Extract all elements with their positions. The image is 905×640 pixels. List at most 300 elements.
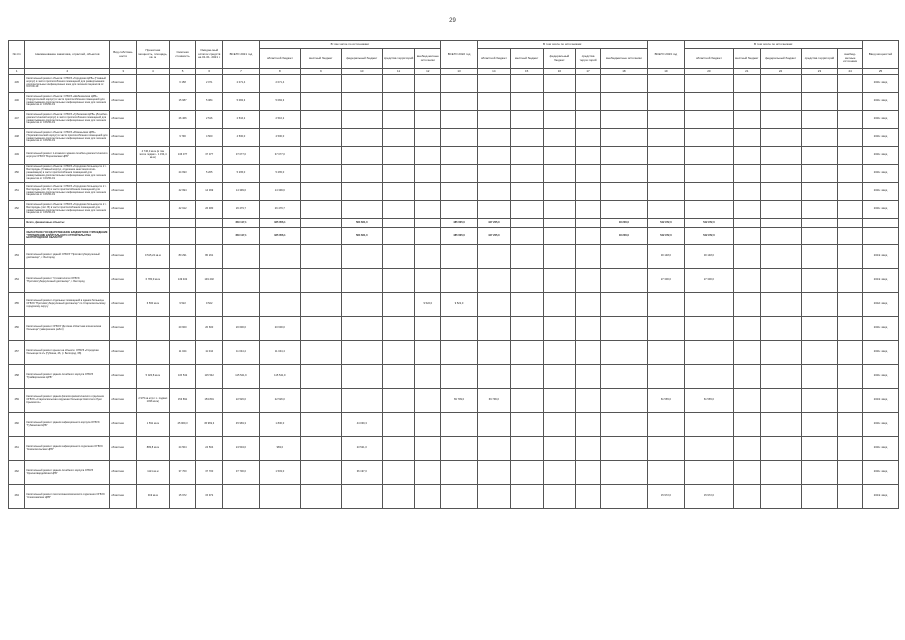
table-cell: 335 056,1 [259, 228, 300, 245]
table-cell: областная [110, 437, 137, 461]
table-cell [838, 201, 863, 219]
commissioning-term: 2021г. ввод [862, 147, 898, 165]
column-number: 23 [801, 69, 838, 75]
table-cell: 115 541,9 [223, 365, 260, 389]
table-cell [733, 219, 760, 228]
table-cell [341, 129, 382, 147]
table-cell [341, 293, 382, 317]
commissioning-term: 2021г. ввод [862, 201, 898, 219]
table-cell [576, 201, 601, 219]
table-cell [600, 293, 647, 317]
row-number: 458 [9, 365, 25, 389]
table-cell: 24 504 [169, 437, 196, 461]
table-cell: 447 205,0 [477, 219, 510, 228]
table-cell [415, 219, 441, 228]
column-number: 10 [341, 69, 382, 75]
table-cell [733, 129, 760, 147]
table-cell [684, 341, 733, 365]
table-cell: 115 541,9 [259, 365, 300, 389]
table-row [9, 183, 899, 201]
table-cell [382, 219, 415, 228]
table-cell [801, 219, 838, 228]
object-name: Капитальный ремонт объекта: ОГБУЗ «Ровеньская ЦРБ» (Терапевтический корпус) в части приспособления помещений для развертывания дополнительных инфекционных коек для лечения пациентов от COVID-19 [25, 129, 110, 147]
table-cell: 5 265 [196, 165, 223, 183]
table-cell [510, 437, 543, 461]
table-cell [382, 461, 415, 485]
table-cell: 20 600 [196, 317, 223, 341]
table-cell: 542 972,0 [647, 219, 684, 228]
table-cell [415, 75, 441, 93]
table-cell: 15 972 [196, 485, 223, 509]
header-source: местный бюджет [300, 49, 341, 69]
table-cell: 584 661,0 [341, 228, 382, 245]
table-cell [543, 183, 576, 201]
row-number: 459 [9, 389, 25, 413]
table-cell [801, 129, 838, 147]
table-cell [300, 147, 341, 165]
header-source: местный бюджет [510, 49, 543, 69]
table-cell [543, 293, 576, 317]
table-cell [415, 389, 441, 413]
table-cell [415, 183, 441, 201]
table-cell [576, 341, 601, 365]
table-cell [441, 461, 478, 485]
table-cell [415, 165, 441, 183]
table-cell [600, 437, 647, 461]
table-cell [760, 341, 801, 365]
table-cell: 37 077,0 [223, 147, 260, 165]
table-cell: 14 399,6 [223, 183, 260, 201]
table-cell [733, 165, 760, 183]
table-cell [838, 165, 863, 183]
table-cell: 24 504,0 [223, 437, 260, 461]
table-cell [576, 293, 601, 317]
header-source: федеральный бюджет [341, 49, 382, 69]
table-cell: 20 600,0 [223, 317, 260, 341]
table-cell [600, 147, 647, 165]
table-cell [801, 228, 838, 245]
object-name: Капитальный ремонт здания лечебного корпуса ОГБУЗ "Красногвардейская ЦРБ" [25, 461, 110, 485]
header-name: Наименование заказчика, отраслей, объектов [25, 41, 110, 69]
table-cell [733, 228, 760, 245]
row-number: 463 [9, 485, 25, 509]
table-cell [510, 75, 543, 93]
table-cell [600, 201, 647, 219]
table-cell [647, 317, 684, 341]
table-cell: 22 526,0 [259, 389, 300, 413]
table-cell [510, 111, 543, 129]
table-cell [760, 228, 801, 245]
table-cell [223, 485, 260, 509]
table-cell [801, 75, 838, 93]
table-cell: 15 687 [169, 93, 196, 111]
table-cell [684, 293, 733, 317]
table-cell [300, 228, 341, 245]
table-cell [300, 341, 341, 365]
object-name: Капитальный ремонт объекта: ОГБУЗ «Шебекинская ЦРБ» (Хирургический корпус) в части приспособления помещений для развертывания дополнительных инфекционных коек для лечения пациентов от COVID-19 [25, 93, 110, 111]
table-cell: 5 020,8 кв.м [136, 365, 169, 389]
column-number: 22 [760, 69, 801, 75]
table-cell: 5 265,0 [259, 165, 300, 183]
table-cell [300, 485, 341, 509]
table-cell: 27 300,0 [647, 269, 684, 293]
table-cell: 37 700,0 [223, 461, 260, 485]
table-cell: 45 969,3 [196, 413, 223, 437]
table-cell [510, 201, 543, 219]
header-row-top [9, 41, 899, 49]
row-number: 460 [9, 413, 25, 437]
table-cell [647, 93, 684, 111]
table-cell [136, 228, 169, 245]
table-cell [382, 413, 415, 437]
object-name: Капитальный ремонт здания физиотерапевтического отделения ОГБУЗ «Старооскольская окружная больница Святителя Луки Крымского» [25, 389, 110, 413]
object-name: Капитальный ремонт зданий ОГБУЗ "Противотуберкулезный диспансер", г. Белгород [25, 245, 110, 269]
table-cell [576, 245, 601, 269]
table-cell: областная [110, 75, 137, 93]
header-source: федеральный бюджет [760, 49, 801, 69]
table-cell [382, 317, 415, 341]
table-cell [110, 219, 137, 228]
commissioning-term [862, 219, 898, 228]
table-cell: 11 044,4 [223, 341, 260, 365]
table-cell [600, 129, 647, 147]
table-cell: 153 891 [196, 389, 223, 413]
header-term: Ввод мощностей [862, 41, 898, 69]
table-cell [510, 341, 543, 365]
table-cell [477, 269, 510, 293]
row-number: 461 [9, 437, 25, 461]
table-cell [760, 389, 801, 413]
object-name: Капитальный ремонт объекта: ОГБУЗ «Городская ЦРБ» (Главный корпус) в части приспособления помещений для развертывания дополнительных инфекционных коек для лечения пациентов от COVID-19 [25, 75, 110, 93]
table-cell [510, 317, 543, 341]
table-cell [838, 437, 863, 461]
column-number: 20 [684, 69, 733, 75]
table-cell [801, 341, 838, 365]
table-cell: 1 503,0 [259, 461, 300, 485]
table-cell [477, 245, 510, 269]
table-cell [341, 365, 382, 389]
column-number: 6 [196, 69, 223, 75]
table-cell [300, 75, 341, 93]
table-cell [576, 183, 601, 201]
table-cell: областная [110, 461, 137, 485]
table-cell [576, 75, 601, 93]
table-row [9, 111, 899, 129]
table-cell [600, 165, 647, 183]
header-total-2023: ВСЕГО 2023 год [647, 41, 684, 69]
table-cell: 2 516,2 [259, 111, 300, 129]
header-sources-2021: В том числе по источникам: [259, 41, 440, 49]
table-cell [838, 111, 863, 129]
object-name: Капитальный ремонт патологоанатомического отделения ОГБУЗ "Алексеевская ЦРБ" [25, 485, 110, 509]
table-cell [300, 389, 341, 413]
table-cell [543, 413, 576, 437]
table-cell [600, 341, 647, 365]
table-cell [415, 485, 441, 509]
table-cell [477, 93, 510, 111]
table-cell [300, 317, 341, 341]
table-cell [760, 317, 801, 341]
table-cell [733, 269, 760, 293]
table-cell [760, 147, 801, 165]
commissioning-term: 2021г. ввод [862, 341, 898, 365]
table-cell: 6 158 [169, 75, 196, 93]
table-cell [838, 147, 863, 165]
table-cell [801, 93, 838, 111]
table-cell [576, 93, 601, 111]
table-cell: 37 077 [196, 147, 223, 165]
table-cell [838, 413, 863, 437]
table-row [9, 413, 899, 437]
object-name: Капитальный ремонт здания лечебного корпуса ОГБУЗ "Грайворонская ЦРБ" [25, 365, 110, 389]
column-number: 24 [838, 69, 863, 75]
table-cell [441, 129, 478, 147]
table-cell [223, 293, 260, 317]
table-cell: 2 516,2 [223, 111, 260, 129]
object-name: Капитальный ремонт объекта: ОГБУЗ «Городская больница № 2 г. Белгорода» (лит. Б) в части приспособления помещений для развертывания дополнительных инфекционных коек для лечения пациентов от COVID-19 [25, 183, 110, 201]
object-name: Капитальный ремонт объекта: ОГБУЗ «Городская больница № 2 г. Белгорода» (лит. В) в части приспособления помещений для развертывания дополнительных инфекционных коек для лечения пациентов от COVID-19 [25, 201, 110, 219]
table-cell [543, 147, 576, 165]
table-cell [801, 485, 838, 509]
table-cell [415, 341, 441, 365]
table-cell [510, 269, 543, 293]
table-cell [733, 245, 760, 269]
table-cell [733, 317, 760, 341]
table-cell [543, 485, 576, 509]
page-number: 29 [449, 18, 456, 24]
header-source: областной бюджет [259, 49, 300, 69]
table-cell: 6 560 кв.м [136, 293, 169, 317]
table-row [9, 75, 899, 93]
table-cell [733, 111, 760, 129]
table-cell [733, 437, 760, 461]
table-cell [647, 341, 684, 365]
table-cell [382, 201, 415, 219]
commissioning-term: 2021г. ввод [862, 93, 898, 111]
table-cell [600, 389, 647, 413]
table-cell: 15 972,0 [684, 485, 733, 509]
table-cell: 9 522 [169, 293, 196, 317]
table-cell: 542 972,0 [684, 219, 733, 228]
header-sources-2023: В том числе по источникам: [684, 41, 862, 49]
header-estimate: Сметная стоимость [169, 41, 196, 69]
header-source: местный бюджет [733, 49, 760, 69]
table-cell: 61 565,0 [684, 389, 733, 413]
table-cell: 15 972,0 [647, 485, 684, 509]
row-number: 454 [9, 269, 25, 293]
table-cell [300, 245, 341, 269]
table-cell [684, 75, 733, 93]
table-cell [684, 365, 733, 389]
table-cell [647, 437, 684, 461]
table-cell [801, 269, 838, 293]
commissioning-term: 2021г. ввод [862, 317, 898, 341]
column-number: 9 [300, 69, 341, 75]
table-cell [760, 485, 801, 509]
table-cell [647, 183, 684, 201]
row-number: 456 [9, 317, 25, 341]
table-cell [382, 129, 415, 147]
table-row [9, 437, 899, 461]
table-cell [441, 365, 478, 389]
table-cell [733, 147, 760, 165]
table-cell [733, 341, 760, 365]
table-cell [382, 75, 415, 93]
table-cell [684, 413, 733, 437]
investment-program-table [8, 40, 899, 509]
table-cell [136, 75, 169, 93]
table-cell [543, 219, 576, 228]
table-cell [382, 365, 415, 389]
table-cell [382, 485, 415, 509]
table-cell: 11 044 [169, 341, 196, 365]
table-cell [223, 269, 260, 293]
table-cell [415, 147, 441, 165]
table-cell: 919 кв.м [136, 485, 169, 509]
table-cell [576, 413, 601, 437]
table-cell: 2 975 кв.м (в т.ч. подвал 1036 кв.м) [136, 389, 169, 413]
table-cell: 69 799,0 [477, 389, 510, 413]
table-cell [415, 365, 441, 389]
table-cell: 18 200,0 [600, 228, 647, 245]
table-row [9, 201, 899, 219]
row-number: 455 [9, 293, 25, 317]
table-cell [576, 129, 601, 147]
commissioning-term: 2021г. ввод [862, 111, 898, 129]
column-number: 1 [9, 69, 25, 75]
table-cell [136, 219, 169, 228]
table-cell [760, 365, 801, 389]
table-cell [600, 183, 647, 201]
table-cell [477, 183, 510, 201]
table-cell [543, 201, 576, 219]
table-cell [801, 293, 838, 317]
table-cell [415, 129, 441, 147]
commissioning-term: 2021г. ввод [862, 437, 898, 461]
table-cell [477, 201, 510, 219]
table-cell [441, 341, 478, 365]
table-cell [647, 413, 684, 437]
header-total-2021: ВСЕГО 2021 год [223, 41, 260, 69]
table-row [9, 365, 899, 389]
table-cell [510, 147, 543, 165]
table-cell: областная [110, 93, 137, 111]
table-cell: 24 693 [169, 165, 196, 183]
table-cell [341, 111, 382, 129]
table-cell: 2 071,4 [223, 75, 260, 93]
table-cell: 9 522,0 [415, 293, 441, 317]
table-cell [684, 147, 733, 165]
column-number: 7 [223, 69, 260, 75]
table-cell [441, 93, 478, 111]
table-cell: 9 790 [169, 129, 196, 147]
table-cell: 42 912 [169, 201, 196, 219]
header-source: средства территорий [382, 49, 415, 69]
table-cell [510, 165, 543, 183]
table-cell [576, 437, 601, 461]
table-cell [733, 365, 760, 389]
column-number: 3 [110, 69, 137, 75]
table-cell [382, 341, 415, 365]
table-cell [760, 293, 801, 317]
table-cell [801, 183, 838, 201]
table-cell [136, 317, 169, 341]
table-cell: 5 265,0 [223, 165, 260, 183]
table-cell [733, 485, 760, 509]
table-cell [477, 341, 510, 365]
table-cell [733, 201, 760, 219]
table-cell [760, 165, 801, 183]
header-ownership: Вид собствен-ности [110, 41, 137, 69]
table-cell: областная [110, 165, 137, 183]
commissioning-term: 2023г. ввод [862, 389, 898, 413]
table-cell [510, 365, 543, 389]
table-cell [576, 365, 601, 389]
table-cell [647, 201, 684, 219]
header-capacity: Проектная мощность, площадь, кв. м [136, 41, 169, 69]
table-cell [341, 147, 382, 165]
table-cell [760, 269, 801, 293]
table-cell [760, 201, 801, 219]
table-cell: областная [110, 485, 137, 509]
row-number: 452 [9, 201, 25, 219]
table-cell: 11 044 [196, 341, 223, 365]
table-cell: 20 600,0 [259, 317, 300, 341]
table-cell [838, 75, 863, 93]
table-cell [647, 165, 684, 183]
table-cell: 447 205,0 [477, 228, 510, 245]
table-cell: областная [110, 111, 137, 129]
table-cell [801, 437, 838, 461]
table-cell [300, 461, 341, 485]
commissioning-term: 2021г. ввод [862, 461, 898, 485]
table-cell [600, 365, 647, 389]
table-cell: 9 522,0 [441, 293, 478, 317]
row-number: 448 [9, 129, 25, 147]
table-cell [543, 93, 576, 111]
table-cell [600, 111, 647, 129]
table-cell: 5 084,3 [223, 93, 260, 111]
table-cell: 2 071,4 [259, 75, 300, 93]
table-cell [801, 111, 838, 129]
table-row [9, 93, 899, 111]
header-sources-2022: В том числе по источникам: [477, 41, 647, 49]
column-number: 17 [576, 69, 601, 75]
column-number: 11 [382, 69, 415, 75]
table-cell [382, 228, 415, 245]
table-cell [801, 245, 838, 269]
table-cell: областная [110, 365, 137, 389]
table-cell [300, 111, 341, 129]
table-cell: 1121 кв.м [136, 461, 169, 485]
table-cell: областная [110, 293, 137, 317]
table-cell [576, 219, 601, 228]
table-cell [801, 389, 838, 413]
table-cell [136, 93, 169, 111]
table-cell [600, 317, 647, 341]
object-name: Капитальный ремонт отдельных помещений в здании больницы ОГБУЗ "Противотуберкулезный диспансер" по Старооскольскому городскому округу [25, 293, 110, 317]
table-cell [600, 269, 647, 293]
table-cell [838, 485, 863, 509]
table-cell [576, 485, 601, 509]
object-name: Капитальный ремонт 1-этажного здания лечебно-диагностического корпуса ОГБУЗ "Борисовская ЦРБ" [25, 147, 110, 165]
table-cell [415, 461, 441, 485]
table-cell [760, 245, 801, 269]
table-cell: 80 291 [169, 245, 196, 269]
table-cell [760, 75, 801, 93]
table-cell [341, 165, 382, 183]
table-cell [300, 293, 341, 317]
